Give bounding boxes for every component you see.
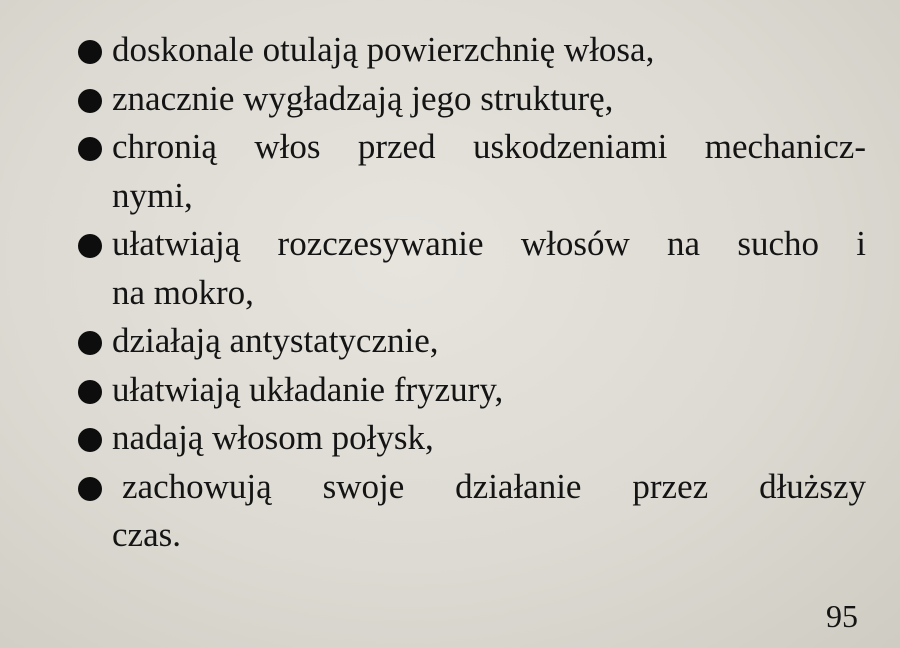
list-item <box>76 220 866 317</box>
list-item <box>76 414 866 463</box>
bullet-icon <box>78 380 102 404</box>
page-number: 95 <box>826 598 858 634</box>
list-item-text: działają antystatycznie, <box>112 321 439 360</box>
bullet-icon <box>78 89 102 113</box>
list-item <box>76 26 866 75</box>
list-item-text: znacznie wygładzają jego strukturę, <box>112 78 614 118</box>
list-item-text-continued: nymi, <box>112 175 193 215</box>
bullet-list <box>76 26 866 560</box>
list-item-text: zachowują swoje działanie przez dłuższy <box>122 466 866 506</box>
list-item-text: ułatwiają rozczesywanie włosów na sucho i <box>112 224 866 263</box>
list-item-text: doskonale otulają powierzchnię włosa, <box>112 30 655 69</box>
list-item-text-continued: na mokro, <box>112 272 254 312</box>
list-item <box>76 317 866 366</box>
list-item-text: ułatwiają układanie fryzury, <box>112 369 504 409</box>
bullet-icon <box>78 428 102 452</box>
bullet-icon <box>78 137 102 161</box>
bullet-icon <box>78 477 102 501</box>
bullet-icon <box>78 234 102 258</box>
list-item-text: chronią włos przed uskodzeniami mechanicz- <box>112 127 866 166</box>
list-item-text-continued: czas. <box>112 515 181 554</box>
list-item <box>76 75 866 124</box>
list-item <box>76 463 866 560</box>
list-item <box>76 123 866 220</box>
list-item <box>76 366 866 415</box>
bullet-icon <box>78 331 102 355</box>
bullet-icon <box>78 40 102 64</box>
list-item-text: nadają włosom połysk, <box>112 418 434 457</box>
